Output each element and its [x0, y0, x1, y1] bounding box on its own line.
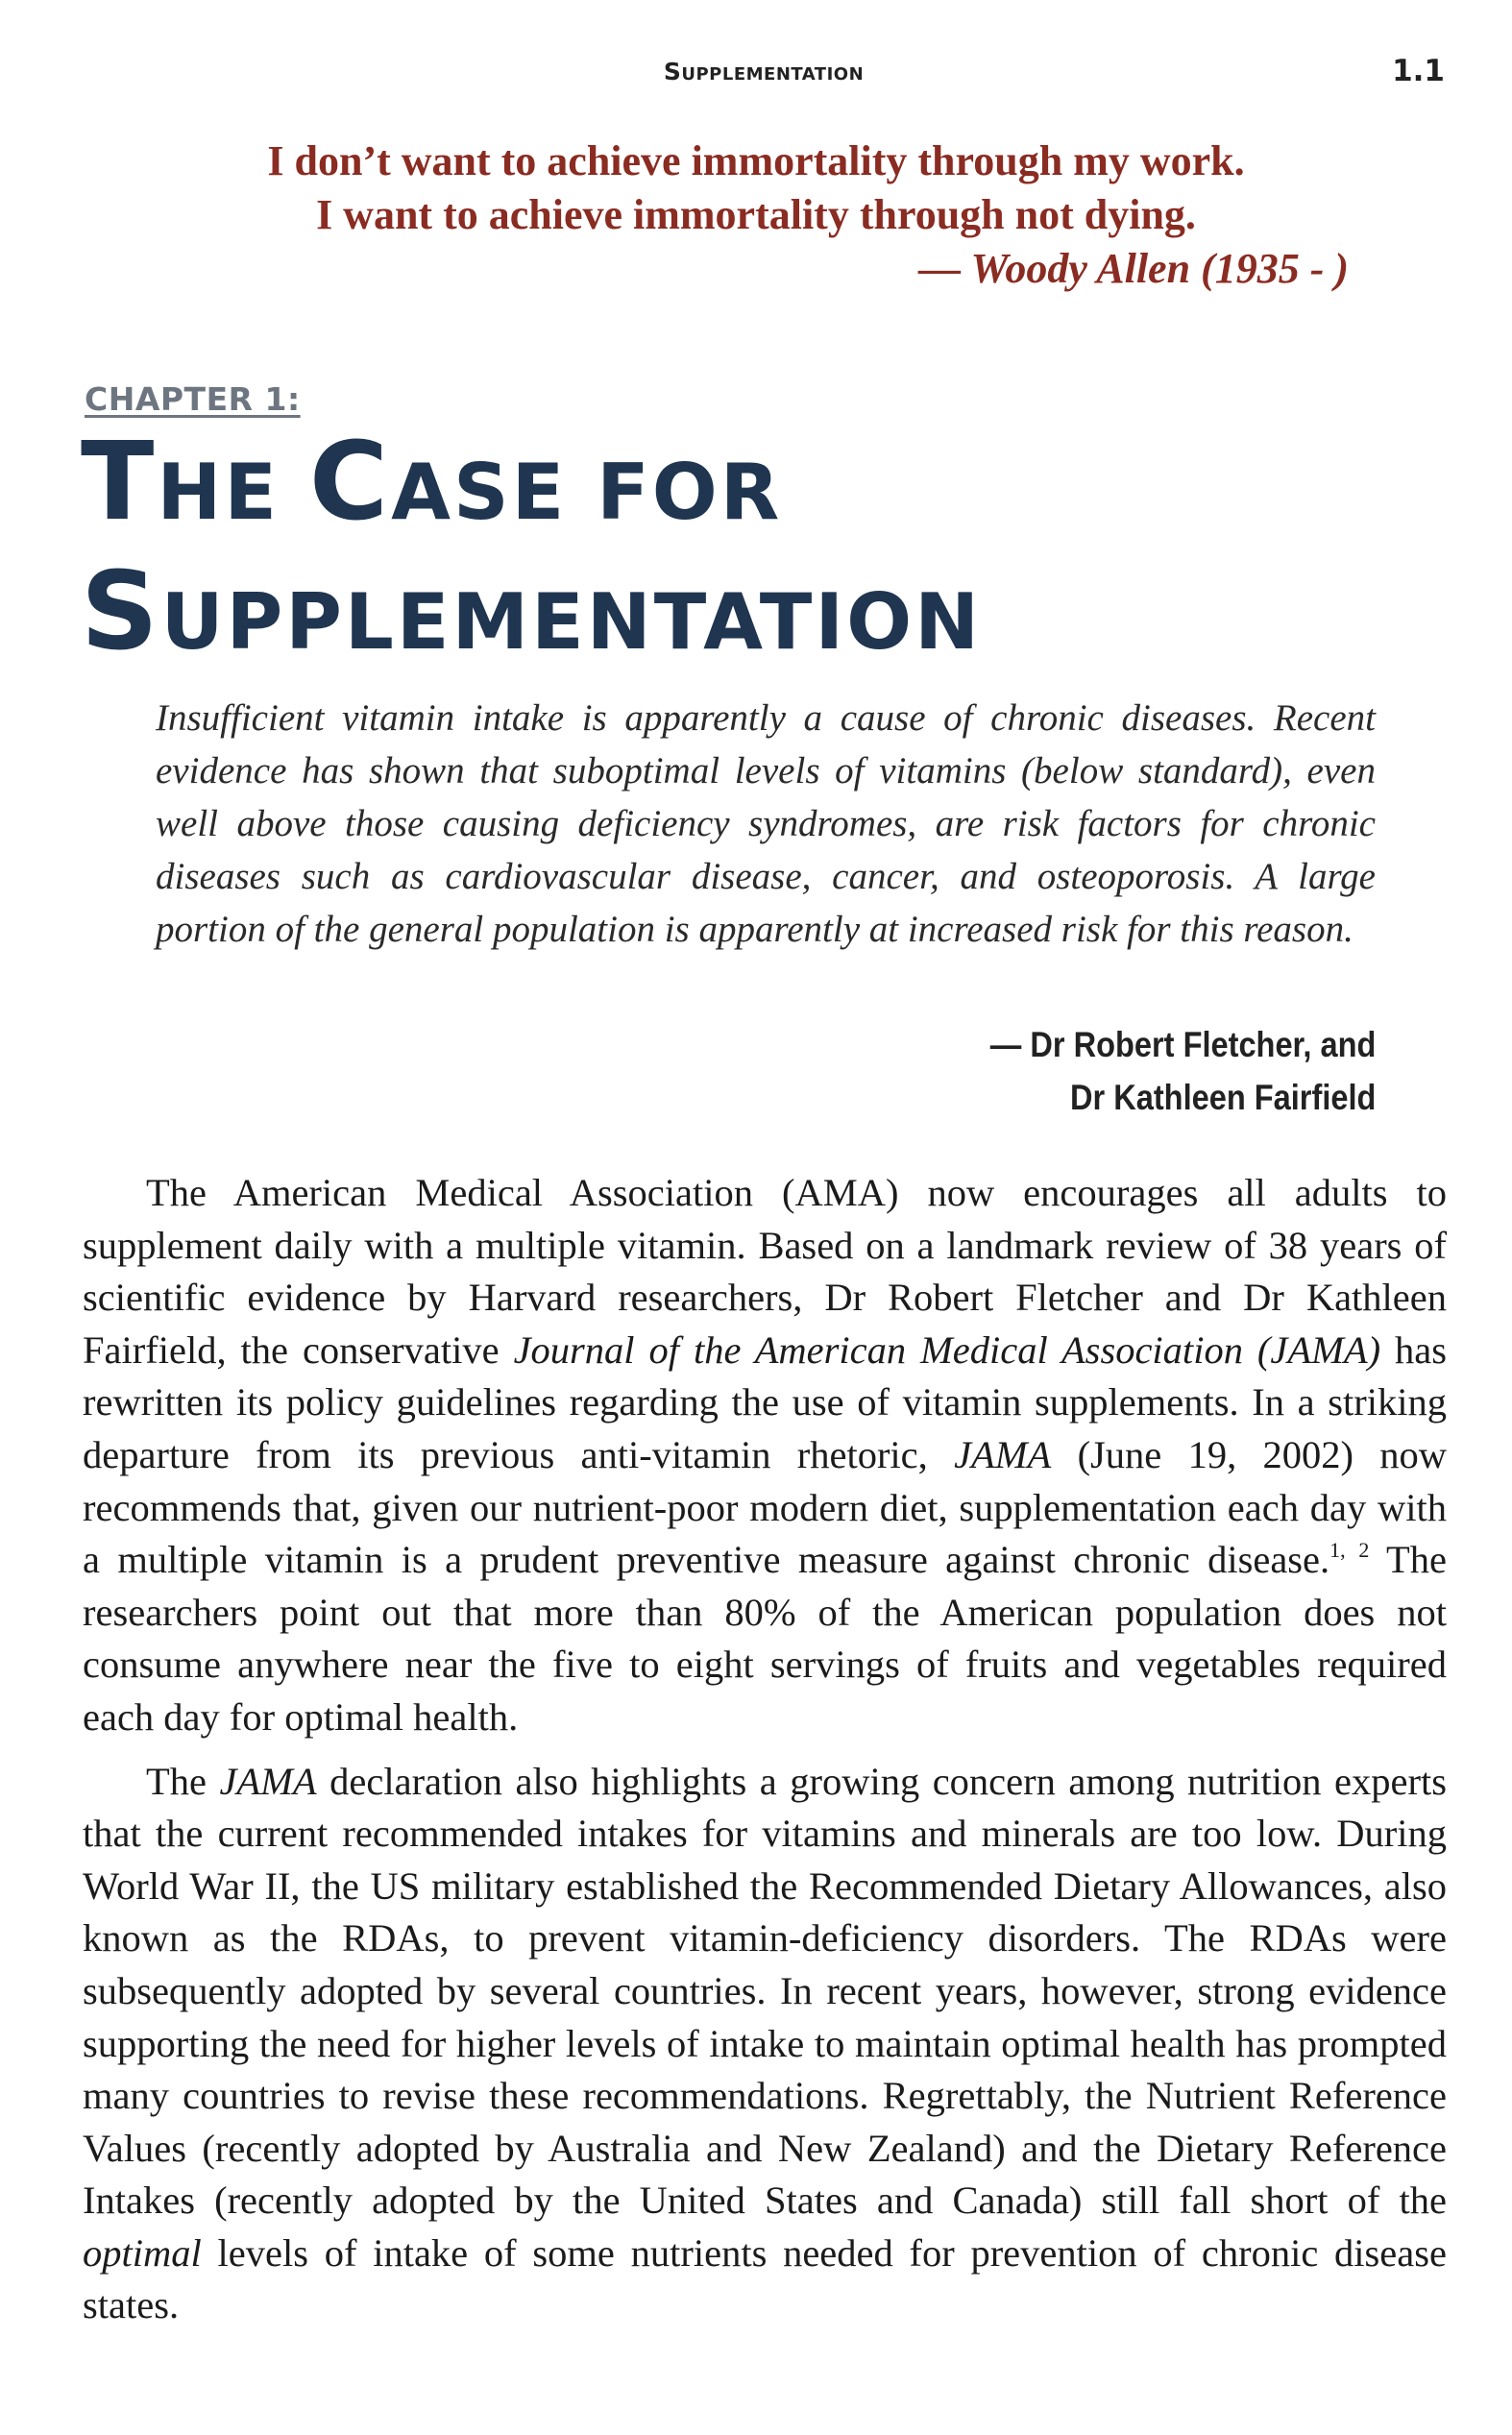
text-run: The	[146, 1759, 220, 1803]
epigraph-line-2: I want to achieve immortality through not dying.	[316, 191, 1196, 238]
text-run: (June 19, 2002) now recommends that, given our nutrient-poor modern diet, supplementation each day with a multiple vitamin is a prudent preventive measure against chronic disease.	[83, 1432, 1447, 1582]
page-number: 1.1	[1392, 54, 1445, 88]
title-text: ASE FOR	[391, 448, 783, 537]
chapter-title-line-2	[81, 549, 983, 682]
text-run: The researchers point out that more than 80% of the American population does not consume anywhere near the five to eight servings of fruits and vegetables required each day for optimal health.	[83, 1538, 1448, 1739]
chapter-title	[81, 420, 983, 682]
title-text: UPPLEMENTATION	[160, 577, 983, 667]
running-head	[0, 54, 1512, 92]
title-initial: T	[81, 420, 158, 545]
paragraph	[83, 1756, 1447, 2333]
paragraph	[83, 1167, 1447, 1744]
title-initial: C	[308, 420, 392, 545]
lead-quote-attribution	[989, 1018, 1376, 1124]
lead-attribution-line-1: — Dr Robert Fletcher, and	[989, 1025, 1376, 1064]
lead-quote: Insufficient vitamin intake is apparently a cause of chronic diseases. Recent evidence has shown that suboptimal levels of vitamins (below standard), even well above those causing deficiency syndromes, are risk factors for chronic diseases such as cardiovascular disease, cancer, and osteoporosis. A large portion of the general population is apparently at increased risk for this reason.	[156, 697, 1376, 950]
chapter-label: CHAPTER 1:	[85, 380, 301, 418]
text-run: declaration also highlights a growing concern among nutrition experts that the current recommended intakes for vitamins and minerals are too low. During World War II, the US military established the Recommended Dietary Allowances, also known as the RDAs, to prevent vitamin-deficiency disorders. The RDAs were subsequently adopted by several countries. In recent years, however, strong evidence supporting the need for higher levels of intake to maintain optimal health has prompted many countries to revise these recommendations. Regrettably, the Nutrient Reference Values (recently adopted by Australia and New Zealand) and the Dietary Reference Intakes (recently adopted by the United States and Canada) still fall short of the	[83, 1759, 1447, 2223]
epigraph-attribution: — Woody Allen (1935 - )	[918, 245, 1349, 292]
emphasis: optimal	[83, 2230, 202, 2275]
text-run: has rewritten its policy guidelines regarding the use of vitamin supplements. In a striking departure from its previous anti-vitamin rhetoric,	[83, 1327, 1447, 1476]
body-text	[83, 1167, 1447, 2344]
text-run: The American Medical Association (AMA) now encourages all adults to supplement daily with a multiple vitamin. Based on a landmark review of 38 years of scientific evidence by Harvard researchers, Dr Robert Fletcher and Dr Kathleen Fairfield, the conservative	[83, 1171, 1447, 1372]
epigraph	[0, 134, 1512, 292]
journal-title: Journal of the American Medical Association (JAMA)	[513, 1327, 1381, 1372]
title-initial: S	[81, 549, 161, 674]
journal-abbrev: JAMA	[954, 1432, 1052, 1476]
journal-abbrev: JAMA	[219, 1759, 317, 1803]
text-run: levels of intake of some nutrients needed for prevention of chronic disease states.	[83, 2230, 1447, 2327]
title-text: HE	[157, 448, 309, 537]
epigraph-line-1: I don’t want to achieve immortality through my work.	[267, 137, 1245, 184]
section-title: Supplementation	[663, 58, 865, 85]
chapter-title-line-1	[81, 420, 982, 552]
reference-superscript: 1, 2	[1329, 1538, 1370, 1563]
lead-attribution-line-2: Dr Kathleen Fairfield	[1069, 1078, 1376, 1117]
